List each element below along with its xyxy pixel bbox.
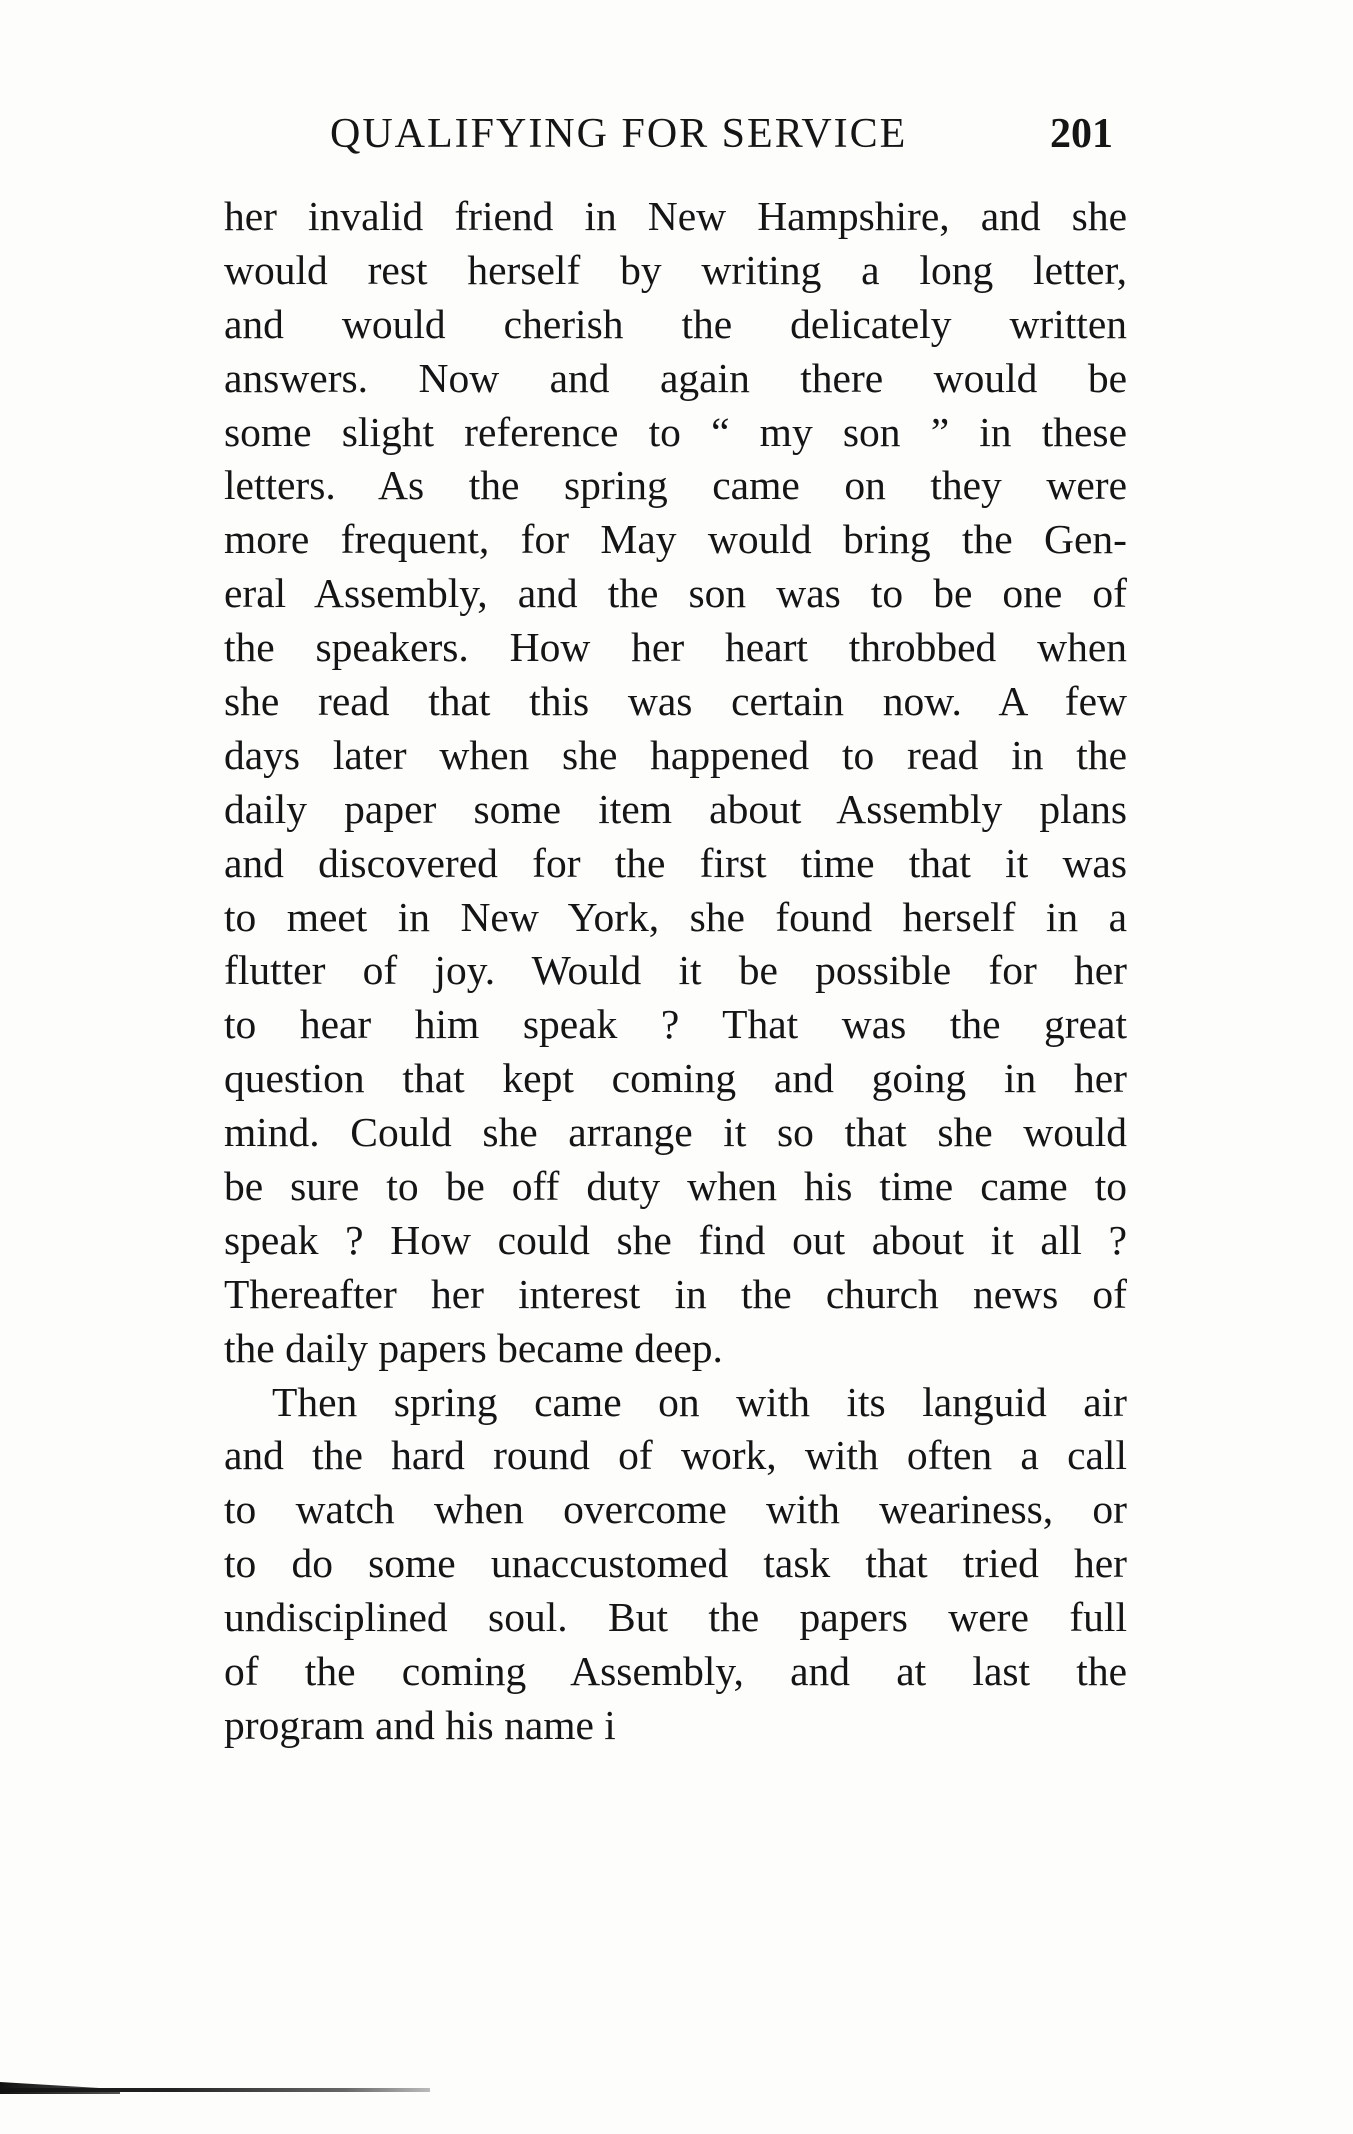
text-line: to hear him speak ? That was the great (224, 1001, 1127, 1048)
text-line: the speakers. How her heart throbbed when (224, 624, 1127, 671)
text-line: flutter of joy. Would it be possible for her (224, 947, 1127, 994)
paragraph-2 (224, 1376, 1127, 1753)
text-line: letters. As the spring came on they were (224, 462, 1127, 509)
text-line: her invalid friend in New Hampshire, and she (224, 193, 1127, 239)
text-line: Thereafter her interest in the church news of (224, 1270, 1127, 1317)
text-line: to watch when overcome with weariness, or (224, 1486, 1127, 1533)
text-line: days later when she happened to read in the (224, 731, 1127, 778)
text-line: speak ? How could she find out about it all ? (224, 1216, 1127, 1263)
bottom-rule (0, 2088, 430, 2092)
running-head (330, 104, 1130, 164)
text-line: to do some unaccustomed task that tried her (224, 1540, 1127, 1587)
text-line: of the coming Assembly, and at last the (224, 1648, 1127, 1695)
text-line: mind. Could she arrange it so that she would (224, 1109, 1127, 1156)
page-number: 201 (1050, 111, 1113, 157)
text-line: eral Assembly, and the son was to be one of (224, 570, 1127, 617)
running-head-title: QUALIFYING FOR SERVICE (330, 111, 908, 157)
body-text (224, 190, 1127, 1753)
text-line: the daily papers became deep. (224, 1324, 723, 1371)
text-line: and would cherish the delicately written (224, 300, 1127, 347)
text-line: Then spring came on with its languid air (272, 1378, 1127, 1425)
text-line: undisciplined soul. But the papers were full (224, 1594, 1127, 1641)
text-line: and the hard round of work, with often a call (224, 1432, 1127, 1479)
text-line: question that kept coming and going in her (224, 1055, 1127, 1102)
text-line: to meet in New York, she found herself in a (224, 893, 1127, 940)
text-line: she read that this was certain now. A few (224, 678, 1127, 725)
text-line: be sure to be off duty when his time came to (224, 1163, 1127, 1210)
text-line: more frequent, for May would bring the Gen- (224, 516, 1127, 563)
text-line: daily paper some item about Assembly plans (224, 785, 1127, 832)
text-line: program and his name i (224, 1701, 616, 1748)
text-line: and discovered for the first time that it was (224, 839, 1127, 886)
text-line: some slight reference to “ my son ” in these (224, 408, 1127, 455)
text-line: would rest herself by writing a long letter, (224, 246, 1127, 293)
paragraph-1 (224, 190, 1127, 1376)
text-line: answers. Now and again there would be (224, 354, 1127, 401)
